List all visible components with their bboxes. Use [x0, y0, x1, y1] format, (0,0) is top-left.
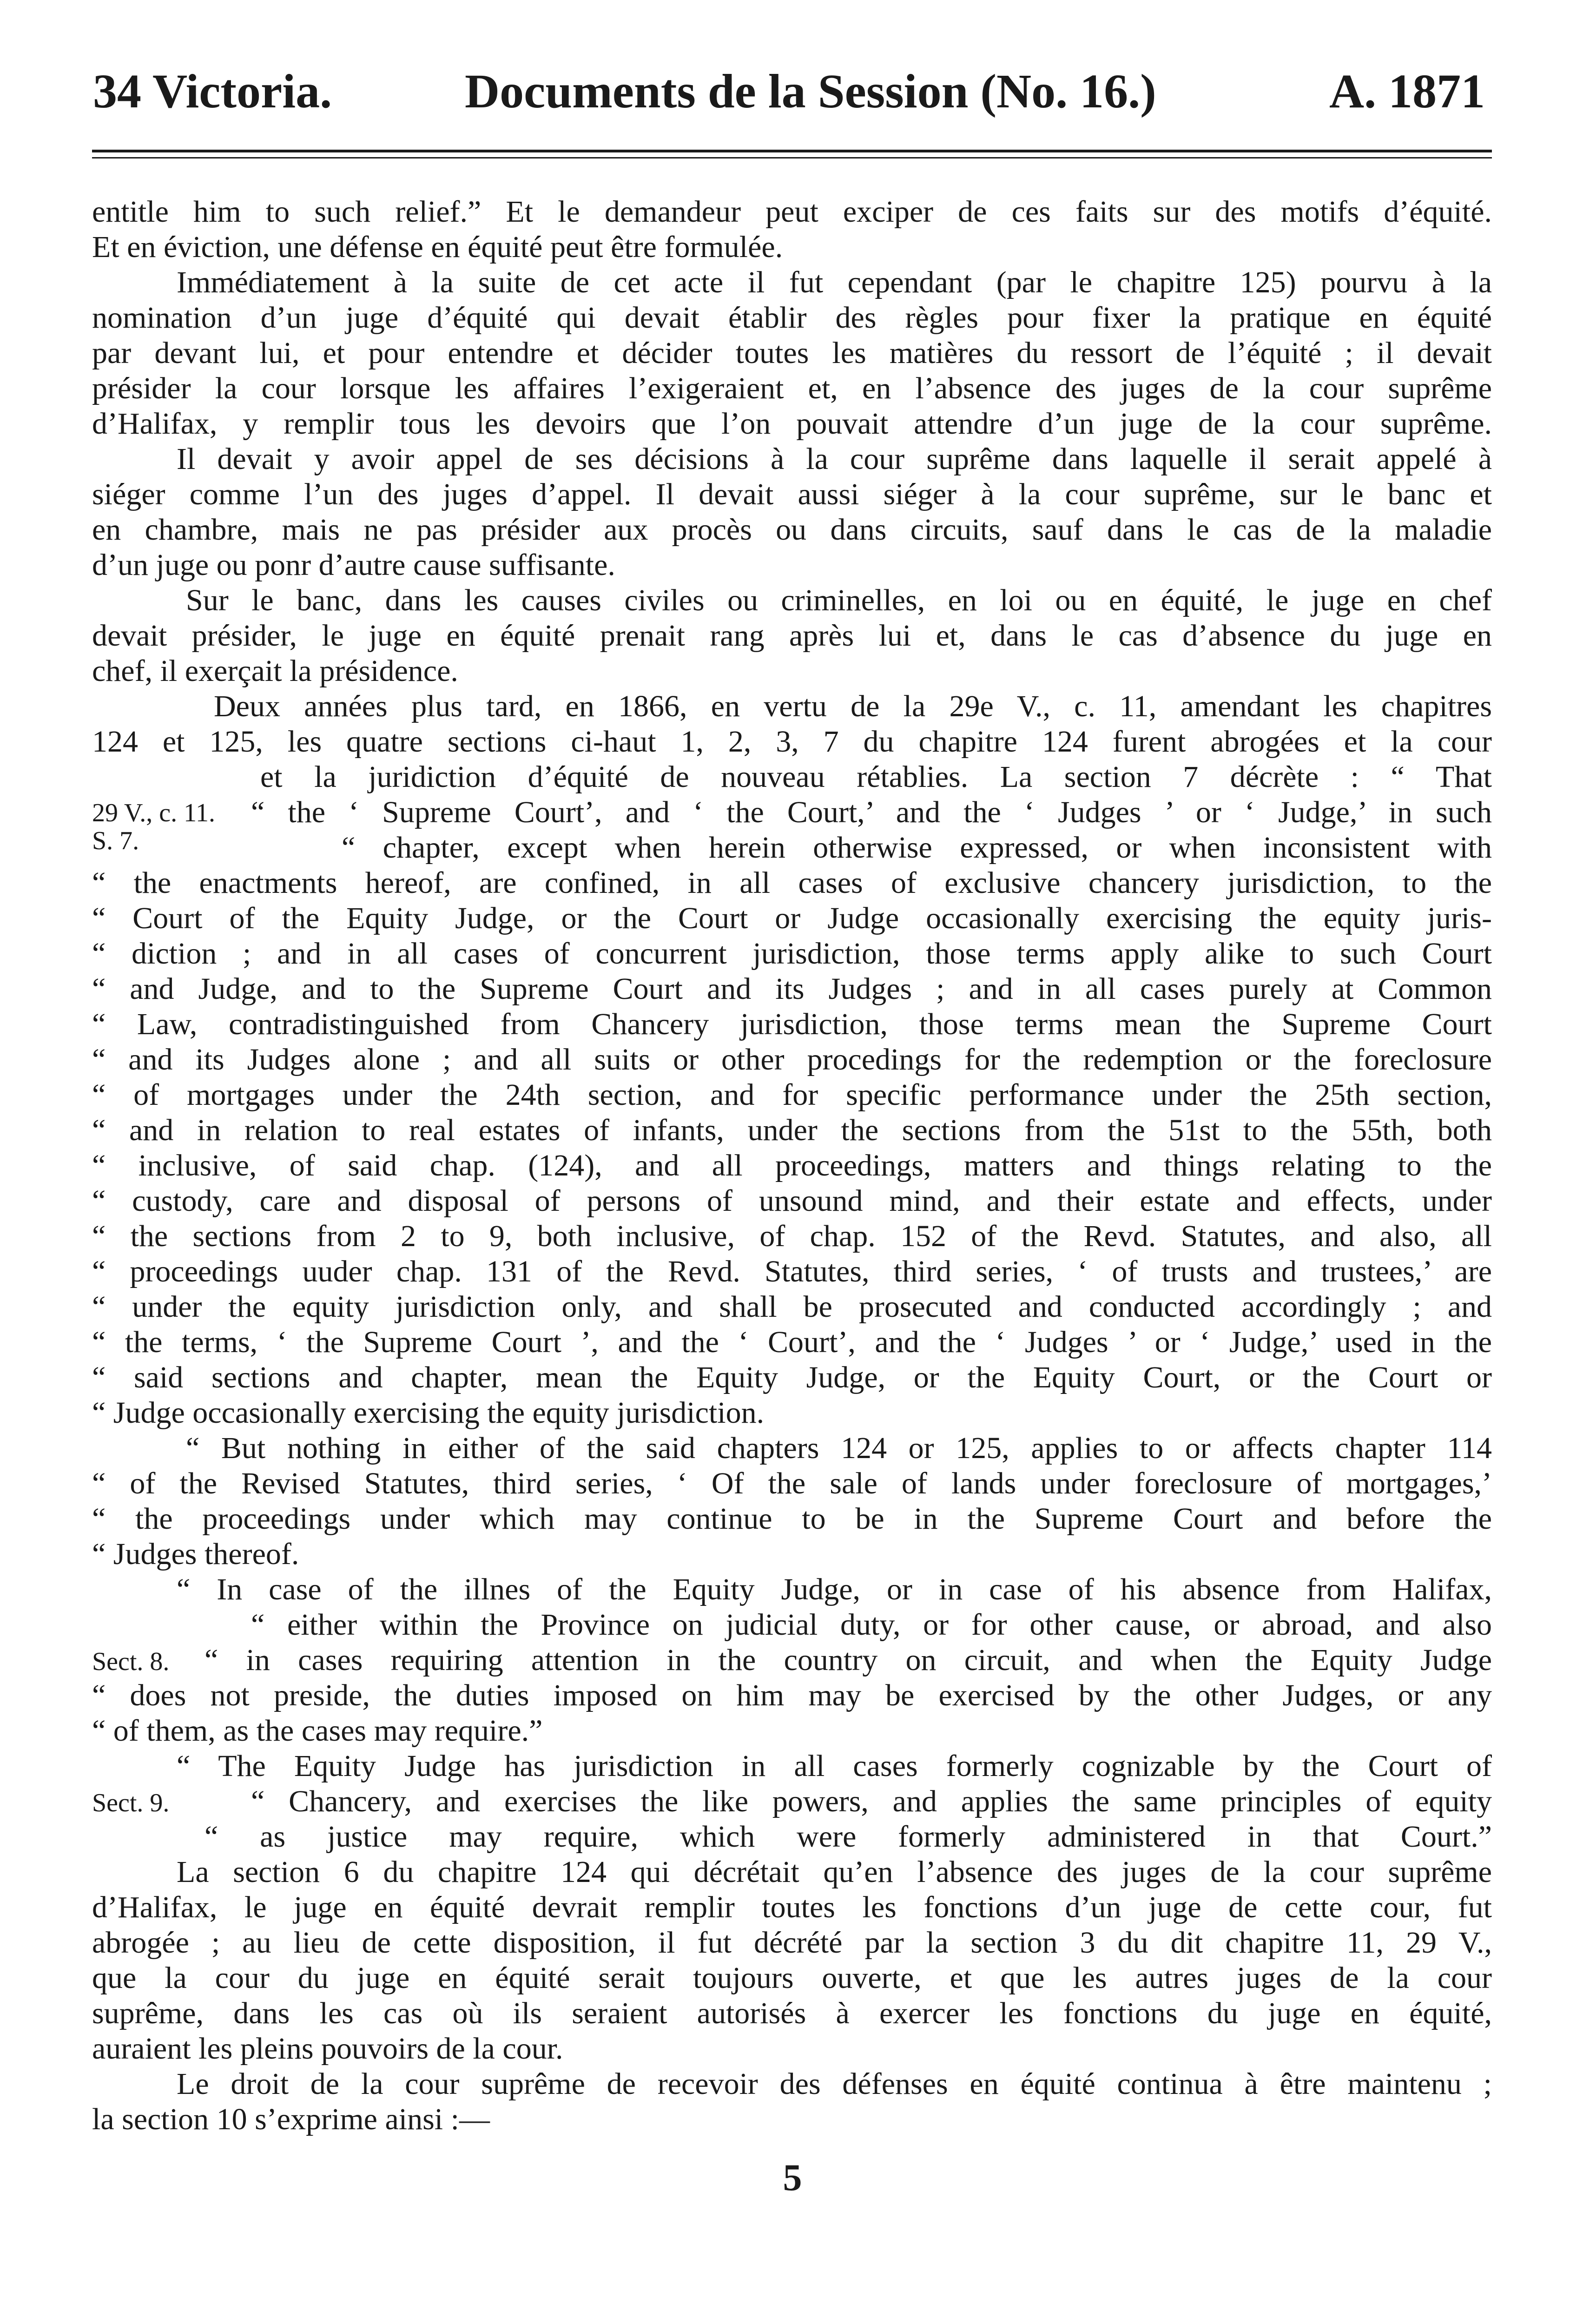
text-line: “ does not preside, the duties imposed on him may be exercised by the other Judges, or any: [92, 1678, 1492, 1712]
text-line: Deux années plus tard, en 1866, en vertu de la 29e V., c. 11, amendant les chapitres: [214, 689, 1492, 723]
text-line: Sur le banc, dans les causes civiles ou criminelles, en loi ou en équité, le juge en chef: [186, 583, 1492, 617]
text-line: “ proceedings uuder chap. 131 of the Revd. Statutes, third series, ‘ of trusts and trustees,’ are: [92, 1254, 1492, 1288]
header-rule-top: [92, 150, 1492, 152]
text-line: “ and its Judges alone ; and all suits or other procedings for the redemption or the foreclosure: [92, 1043, 1492, 1076]
text-line: “ under the equity jurisdiction only, and shall be prosecuted and conducted accordingly ; and: [92, 1290, 1492, 1324]
text-line: “ of the Revised Statutes, third series, ‘ Of the sale of lands under foreclosure of mortgages,’: [92, 1466, 1492, 1500]
text-line: “ the proceedings under which may continue to be in the Supreme Court and before the: [92, 1502, 1492, 1536]
text-line: “ In case of the illnes of the Equity Judge, or in case of his absence from Halifax,: [177, 1572, 1492, 1606]
text-line: “ in cases requiring attention in the country on circuit, and when the Equity Judge: [204, 1643, 1492, 1677]
text-line: “ custody, care and disposal of persons of unsound mind, and their estate and effects, under: [92, 1184, 1492, 1218]
text-line: auraient les pleins pouvoirs de la cour.: [92, 2032, 563, 2066]
text-line: d’Halifax, le juge en équité devrait remplir toutes les fonctions d’un juge de cette cour, fut: [92, 1890, 1492, 1924]
text-line: Immédiatement à la suite de cet acte il fut cependant (par le chapitre 125) pourvu à la: [177, 265, 1492, 299]
margin-note-s7: S. 7.: [92, 826, 139, 855]
text-line: “ chapter, except when herein otherwise expressed, or when inconsistent with: [342, 831, 1492, 865]
margin-note-sect8: Sect. 8.: [92, 1647, 170, 1676]
header-rule-bottom: [92, 157, 1492, 158]
text-line: “ Chancery, and exercises the like powers, and applies the same principles of equity: [251, 1784, 1492, 1818]
text-line: “ the enactments hereof, are confined, in all cases of exclusive chancery jurisdiction, to the: [92, 866, 1492, 900]
text-line: et la juridiction d’équité de nouveau rétablies. La section 7 décrète : “ That: [260, 760, 1492, 794]
text-line: “ of them, as the cases may require.”: [92, 1714, 543, 1748]
text-line: “ the ‘ Supreme Court’, and ‘ the Court,’ and the ‘ Judges ’ or ‘ Judge,’ in such: [251, 795, 1492, 829]
text-line: d’Halifax, y remplir tous les devoirs que l’on pouvait attendre d’un juge de la cour suprême.: [92, 407, 1492, 441]
text-line: “ Court of the Equity Judge, or the Court or Judge occasionally exercising the equity juris-: [92, 901, 1492, 935]
text-line: nomination d’un juge d’équité qui devait établir des règles pour fixer la pratique en équité: [92, 301, 1492, 335]
header-title: Documents de la Session (No. 16.): [465, 65, 1156, 118]
text-line: “ inclusive, of said chap. (124), and all proceedings, matters and things relating to the: [92, 1149, 1492, 1182]
text-line: en chambre, mais ne pas présider aux procès ou dans circuits, sauf dans le cas de la maladie: [92, 513, 1492, 547]
text-line: Le droit de la cour suprême de recevoir des défenses en équité continua à être maintenu ;: [177, 2067, 1492, 2101]
text-line: “ the terms, ‘ the Supreme Court ’, and the ‘ Court’, and the ‘ Judges ’ or ‘ Judge,’ used in the: [92, 1325, 1492, 1359]
text-line: “ But nothing in either of the said chapters 124 or 125, applies to or affects chapter 114: [186, 1431, 1492, 1465]
text-line: Et en éviction, une défense en équité peut être formulée.: [92, 230, 783, 264]
text-line: “ and Judge, and to the Supreme Court and its Judges ; and in all cases purely at Common: [92, 972, 1492, 1006]
text-line: la section 10 s’exprime ainsi :—: [92, 2102, 490, 2136]
header-session: 34 Victoria.: [93, 65, 332, 118]
text-line: “ said sections and chapter, mean the Equity Judge, or the Equity Court, or the Court or: [92, 1360, 1492, 1394]
text-line: “ Law, contradistinguished from Chancery jurisdiction, those terms mean the Supreme Court: [92, 1007, 1492, 1041]
text-line: “ either within the Province on judicial duty, or for other cause, or abroad, and also: [251, 1608, 1492, 1642]
text-line: “ The Equity Judge has jurisdiction in all cases formerly cognizable by the Court of: [177, 1749, 1492, 1783]
text-line: “ of mortgages under the 24th section, and for specific performance under the 25th section,: [92, 1078, 1492, 1112]
margin-note-sect9: Sect. 9.: [92, 1789, 170, 1817]
text-line: chef, il exerçait la présidence.: [92, 654, 458, 688]
text-line: abrogée ; au lieu de cette disposition, il fut décrété par la section 3 du dit chapitre 11, 29 V.,: [92, 1926, 1492, 1960]
text-line: “ Judge occasionally exercising the equity jurisdiction.: [92, 1396, 765, 1430]
text-line: “ diction ; and in all cases of concurrent jurisdiction, those terms apply alike to such Court: [92, 937, 1492, 971]
text-line: “ and in relation to real estates of infants, under the sections from the 51st to the 55th, both: [92, 1113, 1492, 1147]
text-line: Il devait y avoir appel de ses décisions à la cour suprême dans laquelle il serait appelé à: [177, 442, 1492, 476]
text-line: devait présider, le juge en équité prenait rang après lui et, dans le cas d’absence du juge en: [92, 619, 1492, 653]
text-line: 124 et 125, les quatre sections ci-haut 1, 2, 3, 7 du chapitre 124 furent abrogées et la cour: [92, 725, 1492, 759]
text-line: siéger comme l’un des juges d’appel. Il devait aussi siéger à la cour suprême, sur le banc et: [92, 477, 1492, 511]
text-line: d’un juge ou ponr d’autre cause suffisante.: [92, 548, 615, 582]
text-line: “ Judges thereof.: [92, 1537, 299, 1571]
text-line: présider la cour lorsque les affaires l’exigeraient et, en l’absence des juges de la cour suprême: [92, 371, 1492, 405]
text-line: suprême, dans les cas où ils seraient autorisés à exercer les fonctions du juge en équité,: [92, 1996, 1492, 2030]
header-year: A. 1871: [1329, 65, 1485, 118]
text-line: entitle him to such relief.” Et le demandeur peut exciper de ces faits sur des motifs d’équité.: [92, 195, 1492, 229]
text-line: La section 6 du chapitre 124 qui décrétait qu’en l’absence des juges de la cour suprême: [177, 1855, 1492, 1889]
text-line: “ the sections from 2 to 9, both inclusive, of chap. 152 of the Revd. Statutes, and also, all: [92, 1219, 1492, 1253]
text-line: “ as justice may require, which were formerly administered in that Court.”: [204, 1820, 1492, 1854]
text-line: par devant lui, et pour entendre et décider toutes les matières du ressort de l’équité ; il devait: [92, 336, 1492, 370]
text-line: que la cour du juge en équité serait toujours ouverte, et que les autres juges de la cour: [92, 1961, 1492, 1995]
page-number: 5: [783, 2156, 802, 2199]
margin-note-29v: 29 V., c. 11.: [92, 799, 215, 827]
